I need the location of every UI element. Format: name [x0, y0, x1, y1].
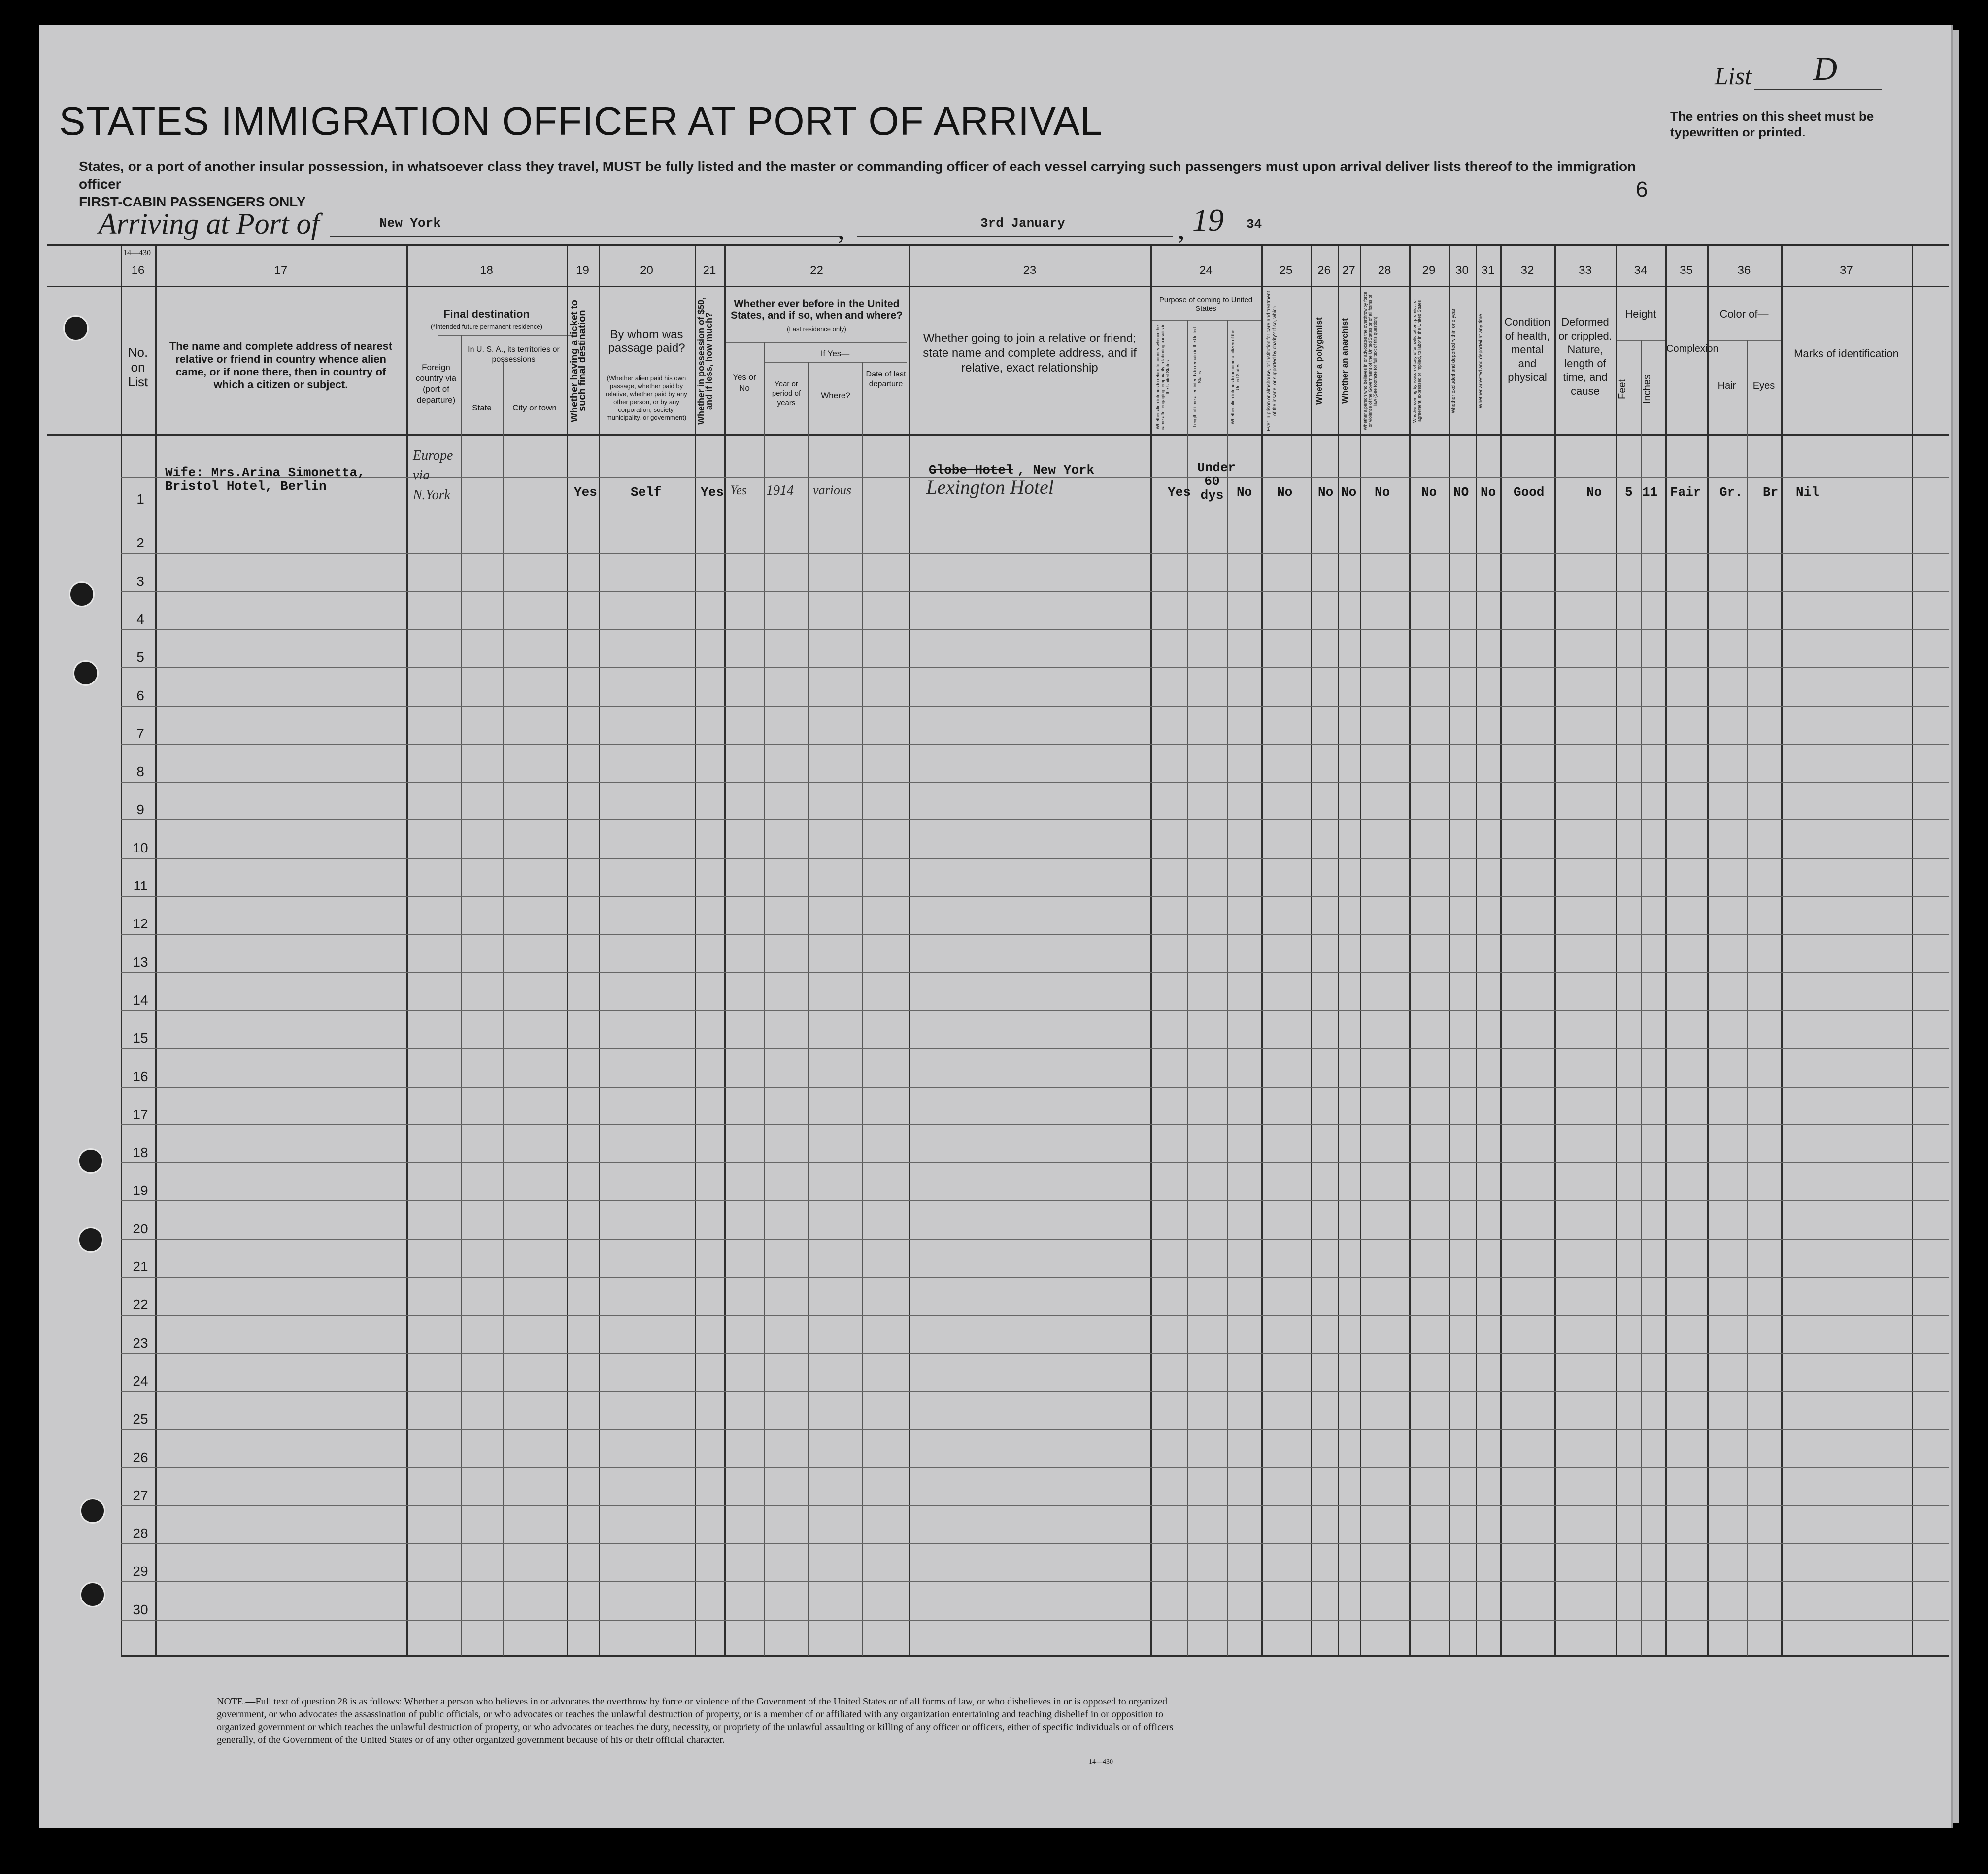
row-rule	[121, 1048, 1949, 1049]
polygamist-value: No	[1318, 485, 1334, 500]
health-value: Good	[1514, 485, 1545, 500]
row-number: 8	[136, 764, 144, 779]
row-rule	[121, 1543, 1949, 1544]
row-rule	[121, 934, 1949, 935]
column-number: 28	[1378, 264, 1391, 277]
row-number: 19	[133, 1183, 148, 1198]
row-number: 3	[136, 574, 144, 589]
header-final-destination: Final destination	[443, 308, 530, 320]
header-hair: Hair	[1718, 380, 1736, 391]
row-number: 10	[133, 840, 148, 855]
list-value: D	[1813, 50, 1838, 87]
purpose-return-value: Yes	[1168, 485, 1191, 500]
row-number: 20	[133, 1221, 148, 1236]
header-height: Height	[1625, 308, 1656, 320]
row-number: 25	[133, 1411, 148, 1427]
header-deformed: Deformed or crippled. Nature, length of time, and cause	[1558, 316, 1612, 397]
header-arrested: Whether arrested and deported at any time	[1478, 314, 1483, 408]
colnum-row-rule	[47, 286, 1949, 287]
header-paid-by-sub: (Whether alien paid his own passage, whether paid by relative, whether paid by any other person, or by any corporation, society, municipality, or government)	[606, 375, 687, 421]
header-date-departure: Date of last departure	[866, 370, 906, 388]
header-money: Whether in possession of $50, and if less, how much?	[696, 297, 714, 425]
money-value: Yes	[701, 485, 724, 500]
binder-hole	[78, 1148, 103, 1174]
header-before-in-us: Whether ever before in the United States, and if so, when and where?	[731, 298, 903, 321]
list-underline	[1754, 89, 1882, 90]
table-top-rule	[47, 244, 1949, 246]
header-paid-by: By whom was passage paid?	[608, 328, 685, 355]
row-number: 29	[133, 1564, 148, 1579]
joining-struck: Globe Hotel	[929, 463, 1013, 477]
row-number: 24	[133, 1373, 148, 1389]
header-color-of: Color of—	[1719, 308, 1769, 320]
binder-hole	[80, 1498, 105, 1524]
column-number: 26	[1317, 264, 1331, 277]
row-rule	[121, 972, 1949, 973]
row-rule	[121, 1429, 1949, 1430]
overthrow-value: No	[1375, 485, 1390, 500]
header-no-on-list: No. on List	[128, 345, 148, 389]
row-number: 6	[136, 688, 144, 703]
row-number: 18	[133, 1145, 148, 1160]
deformed-value: No	[1586, 485, 1602, 500]
paid-by-value: Self	[631, 485, 662, 500]
row-number: 30	[133, 1602, 148, 1617]
row-number: 27	[133, 1488, 148, 1503]
row-number: 15	[133, 1030, 148, 1046]
page-number: 6	[1636, 177, 1648, 202]
row-number: 4	[136, 612, 144, 627]
inches-value: 11	[1642, 485, 1658, 500]
column-number: 34	[1634, 264, 1648, 277]
row-rule	[121, 1353, 1949, 1354]
row-rule	[121, 1315, 1949, 1316]
row-number: 9	[136, 802, 144, 817]
row-rule	[121, 858, 1949, 859]
row-number: 22	[133, 1297, 148, 1312]
binder-hole	[78, 1227, 103, 1253]
header-joining: Whether going to join a relative or friend; state name and complete address, and if relative, exact relationship	[923, 332, 1137, 375]
complexion-value: Fair	[1670, 485, 1701, 500]
relative-line-1: Wife: Mrs.Arina Simonetta,	[165, 465, 365, 480]
row-rule	[121, 706, 1949, 707]
row-number: 26	[133, 1450, 148, 1465]
header-ticket: Whether having a ticket to such final destination	[569, 300, 588, 422]
hair-value: Gr.	[1719, 485, 1743, 500]
header-excluded: Whether excluded and deported within one year	[1451, 308, 1456, 413]
header-anarchist: Whether an anarchist	[1340, 318, 1349, 404]
column-number: 32	[1520, 264, 1534, 277]
row-rule	[121, 591, 1949, 592]
row-number: 28	[133, 1526, 148, 1541]
column-number: 19	[576, 264, 589, 277]
row-number: 12	[133, 916, 148, 931]
foreign-destination: Europe via N.York	[413, 448, 453, 503]
column-number: 22	[810, 264, 823, 277]
row-number: 5	[136, 649, 144, 665]
column-number: 29	[1422, 264, 1436, 277]
header-bottom-rule	[47, 434, 1949, 436]
where-value: various	[813, 483, 851, 497]
row-rule	[121, 667, 1949, 668]
row-number: 13	[133, 954, 148, 970]
excluded-value: NO	[1453, 485, 1469, 500]
port-value: New York	[379, 216, 441, 231]
list-label: List	[1715, 62, 1752, 90]
entries-note: The entries on this sheet must be typewritten or printed.	[1670, 109, 1874, 139]
header-state: State	[472, 403, 492, 412]
anarchist-value: No	[1341, 485, 1357, 500]
row-number: 1	[136, 491, 144, 507]
column-number: 18	[480, 264, 493, 277]
page-title: STATES IMMIGRATION OFFICER AT PORT OF ARRIVAL	[59, 99, 1103, 143]
header-city: City or town	[512, 403, 557, 412]
row-number: 11	[133, 878, 148, 893]
form-number: 14—430	[123, 249, 151, 257]
joining-handwritten: Lexington Hotel	[926, 476, 1054, 498]
column-number: 36	[1737, 264, 1751, 277]
port-underline	[330, 236, 842, 237]
row-rule	[121, 1162, 1949, 1163]
column-number: 16	[131, 264, 145, 277]
date-underline	[857, 236, 1173, 237]
column-number: 24	[1199, 264, 1213, 277]
row-rule	[121, 1467, 1949, 1468]
header-marks: Marks of identification	[1794, 347, 1899, 360]
row-number: 23	[133, 1335, 148, 1351]
year-suffix: 34	[1247, 217, 1262, 232]
column-number: 27	[1342, 264, 1355, 277]
column-number: 31	[1481, 264, 1495, 277]
row-rule	[121, 1200, 1949, 1201]
header-eyes: Eyes	[1752, 380, 1775, 391]
header-before-sub: (Last residence only)	[787, 325, 846, 333]
year-prefix: 19	[1192, 203, 1224, 238]
arrested-value: No	[1481, 485, 1496, 500]
feet-value: 5	[1625, 485, 1633, 500]
row-number: 7	[136, 726, 144, 741]
header-usa: In U. S. A., its territories or possessions	[468, 345, 560, 364]
header-prison: Ever in prison or almshouse, or institution for care and treatment of the insane, or supported by charity? If so, which	[1266, 291, 1278, 431]
header-if-yes: If Yes—	[820, 349, 850, 358]
row-rule	[121, 629, 1949, 630]
header-year: Year or period of years	[772, 380, 801, 407]
row-number: 2	[136, 535, 144, 550]
row-number: 17	[133, 1107, 148, 1122]
binder-hole	[80, 1582, 105, 1607]
row-rule	[121, 819, 1949, 820]
row-number: 14	[133, 992, 148, 1008]
labor-offer-value: No	[1421, 485, 1437, 500]
column-number: 30	[1455, 264, 1469, 277]
header-feet: Feet	[1617, 379, 1628, 400]
column-number: 33	[1579, 264, 1592, 277]
column-number: 20	[640, 264, 653, 277]
row-rule	[121, 782, 1949, 783]
column-number: 25	[1279, 264, 1293, 277]
ticket-value: Yes	[574, 485, 597, 500]
footnote-form-number: 14—430	[1089, 1758, 1113, 1766]
date-value: 3rd January	[980, 216, 1065, 231]
prison-value: No	[1277, 485, 1293, 500]
arriving-label: Arriving at Port of	[99, 207, 320, 240]
header-purpose-return: Whether alien intends to return to country whence he came after engaging temporarily in laboring pursuits in the United States	[1155, 323, 1170, 431]
header-health: Condition of health, mental and physical	[1504, 316, 1550, 383]
eyes-value: Br	[1763, 485, 1779, 500]
row-rule	[121, 1581, 1949, 1582]
row-rule	[121, 1087, 1949, 1088]
header-foreign-country: Foreign country via (port of departure)	[415, 363, 457, 405]
header-final-destination-sub: (*Intended future permanent residence)	[431, 323, 542, 330]
row-rule	[121, 1010, 1949, 1011]
header-yes-no: Yes or No	[733, 373, 756, 393]
binder-hole	[69, 581, 95, 607]
purpose-length-value: Under 60 dys	[1197, 460, 1236, 503]
header-where: Where?	[821, 391, 850, 400]
column-number: 37	[1840, 264, 1853, 277]
row-rule	[121, 553, 1949, 554]
row-rule	[121, 1505, 1949, 1506]
subtitle	[79, 158, 1655, 211]
binder-hole	[63, 315, 89, 341]
row-number: 21	[133, 1259, 148, 1274]
relative-line-2: Bristol Hotel, Berlin	[165, 479, 327, 494]
column-number: 35	[1680, 264, 1693, 277]
header-overthrow: Whether a person who believes in or advocates the overthrow by force or violence of the Government of the United States or of all forms of law (See footnote for full text of this question)	[1363, 291, 1378, 431]
table-bottom-rule	[121, 1655, 1949, 1657]
header-purpose-length: Length of time alien intends to remain in the United States	[1192, 327, 1202, 427]
column-number: 23	[1023, 264, 1037, 277]
row-rule	[121, 896, 1949, 897]
column-number: 17	[274, 264, 288, 277]
header-purpose-citizen: Whether alien intends to become a citizen of the United States	[1230, 329, 1240, 425]
header-polygamist: Whether a polygamist	[1314, 317, 1324, 405]
footnote-text: NOTE.—Full text of question 28 is as follows: Whether a person who believes in or advocates the overthrow by force or violence of the Government of the United States or of all forms of law, or who disbelieves in or is opposed to organized government, or who advocates the assassination of public officials, or who advocates or teaches the unlawful destruction of property, or is a member of or affiliated with any organization entertaining and teaching disbelief in or opposition to organized government or which teaches the unlawful destruction of property, or who advocates or teaches the duty, necessity, or propriety of the unlawful assaulting or killing of any officer or officers, either of specific individuals or of officers generally, of the Government of the United States or of any other organized government because of his or their official character.	[217, 1696, 1174, 1745]
column-number: 21	[703, 264, 716, 277]
header-inches: Inches	[1642, 375, 1652, 404]
been-before-value: Yes	[730, 483, 747, 497]
row-rule	[121, 744, 1949, 745]
binder-hole	[73, 660, 99, 686]
row-rule	[121, 1620, 1949, 1621]
subtitle-line-2: FIRST-CABIN PASSENGERS ONLY	[79, 194, 306, 209]
header-relative: The name and complete address of nearest relative or friend in country whence alien came, or if none there, then in country of which a citizen or subject.	[169, 340, 393, 391]
row-number: 16	[133, 1069, 148, 1084]
row-rule	[121, 1277, 1949, 1278]
row-rule	[121, 1239, 1949, 1240]
header-purpose: Purpose of coming to United States	[1159, 296, 1253, 313]
marks-value: Nil	[1796, 485, 1819, 500]
header-labor-offer: Whether coming by reason of any offer, solicitation, promise, or agreement, expressed or implied, to labor in the United States	[1412, 299, 1422, 423]
row-rule	[121, 1124, 1949, 1125]
header-complexion: Complexion	[1666, 343, 1718, 354]
subtitle-line-1: States, or a port of another insular possession, in whatsoever class they travel, MUST be fully listed and the master or commanding officer of each vessel carrying such passengers must upon arrival deliver lists thereof to the immigration officer	[79, 159, 1636, 192]
joining-city: , New York	[1017, 463, 1095, 477]
year-value: 1914	[766, 483, 794, 498]
purpose-citizen-value: No	[1237, 485, 1252, 500]
row-rule	[121, 1391, 1949, 1392]
